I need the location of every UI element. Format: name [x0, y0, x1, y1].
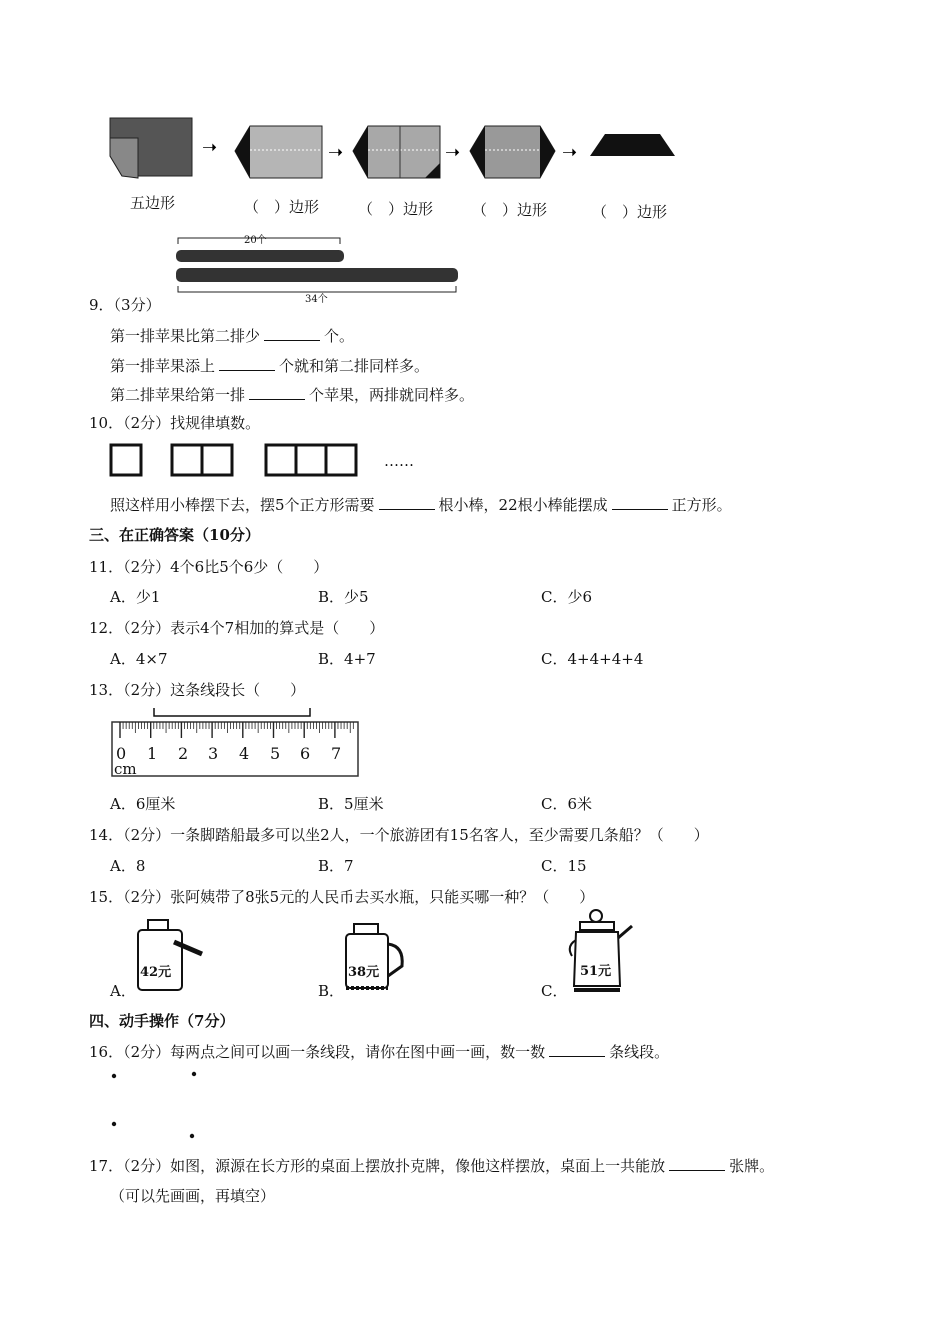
- arrow-4: ➝: [562, 142, 578, 163]
- ruler-labels: [108, 744, 360, 766]
- q9-number: 9．（3分）: [89, 296, 161, 314]
- ruler-label-1: 1: [147, 744, 158, 763]
- dot-2[interactable]: [192, 1072, 196, 1076]
- q14-option-a[interactable]: A．8: [110, 857, 146, 875]
- ruler-label-0: 0: [116, 744, 127, 763]
- square-3c: [326, 445, 356, 475]
- bottle-c-price: 51元: [580, 964, 612, 979]
- dot-3[interactable]: [112, 1122, 116, 1126]
- ruler-unit: cm: [114, 760, 137, 778]
- q9-blank-2[interactable]: [219, 356, 275, 371]
- ruler-label-7: 7: [331, 744, 342, 763]
- bar-first-row: [176, 250, 344, 262]
- q15-option-b[interactable]: B．: [318, 982, 345, 1000]
- q9-line1: 第一排苹果比第二排少 个。: [110, 327, 355, 345]
- square-3b: [296, 445, 326, 475]
- bottle-b-lid: [354, 924, 378, 934]
- bottle-a: [134, 916, 210, 996]
- square-3a: [266, 445, 296, 475]
- q9-line3: 第二排苹果给第一排 个苹果，两排就同样多。: [110, 386, 475, 404]
- paper-4: [470, 126, 555, 178]
- dot-4[interactable]: [190, 1134, 194, 1138]
- q12-question: 12．（2分）表示4个7相加的算式是（ ）: [89, 619, 385, 637]
- ruler-figure: [108, 704, 360, 780]
- q9-line2: 第一排苹果添上 个就和第二排同样多。: [110, 357, 430, 375]
- paper-pentagon: [110, 118, 192, 178]
- bar-second-row: [176, 268, 458, 282]
- arrow-1: ➝: [202, 137, 218, 158]
- pattern-dots: ……: [384, 452, 414, 470]
- q12-option-a[interactable]: A．4×7: [110, 650, 168, 668]
- ruler-label-5: 5: [270, 744, 281, 763]
- paper-2: [235, 126, 322, 178]
- q13-question: 13．（2分）这条线段长（ ）: [89, 681, 306, 699]
- q11-question: 11．（2分）4个6比5个6少（ ）: [89, 558, 329, 576]
- q14-option-c[interactable]: C．15: [541, 857, 587, 875]
- bar-bottom-label: 34个: [305, 294, 328, 305]
- q17-blank[interactable]: [669, 1156, 725, 1171]
- dot-1[interactable]: [112, 1074, 116, 1078]
- ruler-label-3: 3: [208, 744, 219, 763]
- fold-label-4: （ ）边形: [592, 203, 668, 221]
- fold-label-2: （ ）边形: [358, 200, 434, 218]
- bottle-a-cap: [148, 920, 168, 930]
- bottle-a-price: 42元: [140, 965, 172, 980]
- ruler-label-6: 6: [300, 744, 311, 763]
- q13-option-b[interactable]: B．5厘米: [318, 795, 384, 813]
- bottle-b-handle: [388, 944, 402, 976]
- bottle-a-body: [138, 930, 182, 990]
- q10-line: 照这样用小棒摆下去，摆5个正方形需要 根小棒，22根小棒能摆成 正方形。: [110, 496, 732, 514]
- q15-question: 15．（2分）张阿姨带了8张5元的人民币去买水瓶，只能买哪一种？（ ）: [89, 888, 595, 906]
- bottle-c-spout: [618, 926, 632, 938]
- q15-option-a[interactable]: A．: [110, 982, 136, 1000]
- q11-option-c[interactable]: C．少6: [541, 588, 593, 606]
- q11-option-a[interactable]: A．少1: [110, 588, 161, 606]
- square-2a: [172, 445, 202, 475]
- ruler-label-2: 2: [178, 744, 189, 763]
- arrow-3: ➝: [445, 142, 461, 163]
- q14-option-b[interactable]: B．7: [318, 857, 354, 875]
- q17-question: 17．（2分）如图，源源在长方形的桌面上摆放扑克牌，像他这样摆放，桌面上一共能放 张牌。: [89, 1157, 775, 1175]
- bottle-c-knob: [590, 910, 602, 922]
- section4-title: 四、动手操作（7分）: [89, 1012, 235, 1030]
- paper-trapezoid: [590, 134, 675, 156]
- q16-blank[interactable]: [549, 1042, 605, 1057]
- q13-option-a[interactable]: A．6厘米: [110, 795, 176, 813]
- q10-blank-2[interactable]: [612, 495, 668, 510]
- arrow-2: ➝: [328, 142, 344, 163]
- fold-label-3: （ ）边形: [472, 201, 548, 219]
- q17-note: （可以先画画，再填空）: [110, 1187, 276, 1205]
- q10-question: 10．（2分）找规律填数。: [89, 414, 261, 432]
- dots-figure[interactable]: [108, 1066, 208, 1146]
- q16-question: 16．（2分）每两点之间可以画一条线段，请你在图中画一画，数一数 条线段。: [89, 1043, 670, 1061]
- bar-top-label: 20个: [244, 235, 267, 246]
- q9-blank-1[interactable]: [264, 326, 320, 341]
- section3-title: 三、在正确答案（10分）: [89, 526, 260, 544]
- bottle-c: [566, 906, 638, 996]
- q11-option-b[interactable]: B．少5: [318, 588, 369, 606]
- bottle-c-lid: [580, 922, 614, 930]
- q12-option-c[interactable]: C．4+4+4+4: [541, 650, 644, 668]
- q13-option-c[interactable]: C．6米: [541, 795, 593, 813]
- q10-blank-1[interactable]: [379, 495, 435, 510]
- segment-bracket: [154, 708, 310, 716]
- q9-blank-3[interactable]: [249, 385, 305, 400]
- fold-label-1: （ ）边形: [244, 198, 320, 216]
- q14-question: 14．（2分）一条脚踏船最多可以坐2人，一个旅游团有15名客人，至少需要几条船？（ ）: [89, 826, 709, 844]
- bottle-b-price: 38元: [348, 965, 380, 980]
- q12-option-b[interactable]: B．4+7: [318, 650, 376, 668]
- square-1: [111, 445, 141, 475]
- ruler-label-4: 4: [239, 744, 250, 763]
- paper-3: [353, 126, 440, 178]
- q15-option-c[interactable]: C．: [541, 982, 568, 1000]
- fold-label-start: 五边形: [130, 194, 176, 212]
- square-2b: [202, 445, 232, 475]
- bottle-b: [340, 916, 410, 996]
